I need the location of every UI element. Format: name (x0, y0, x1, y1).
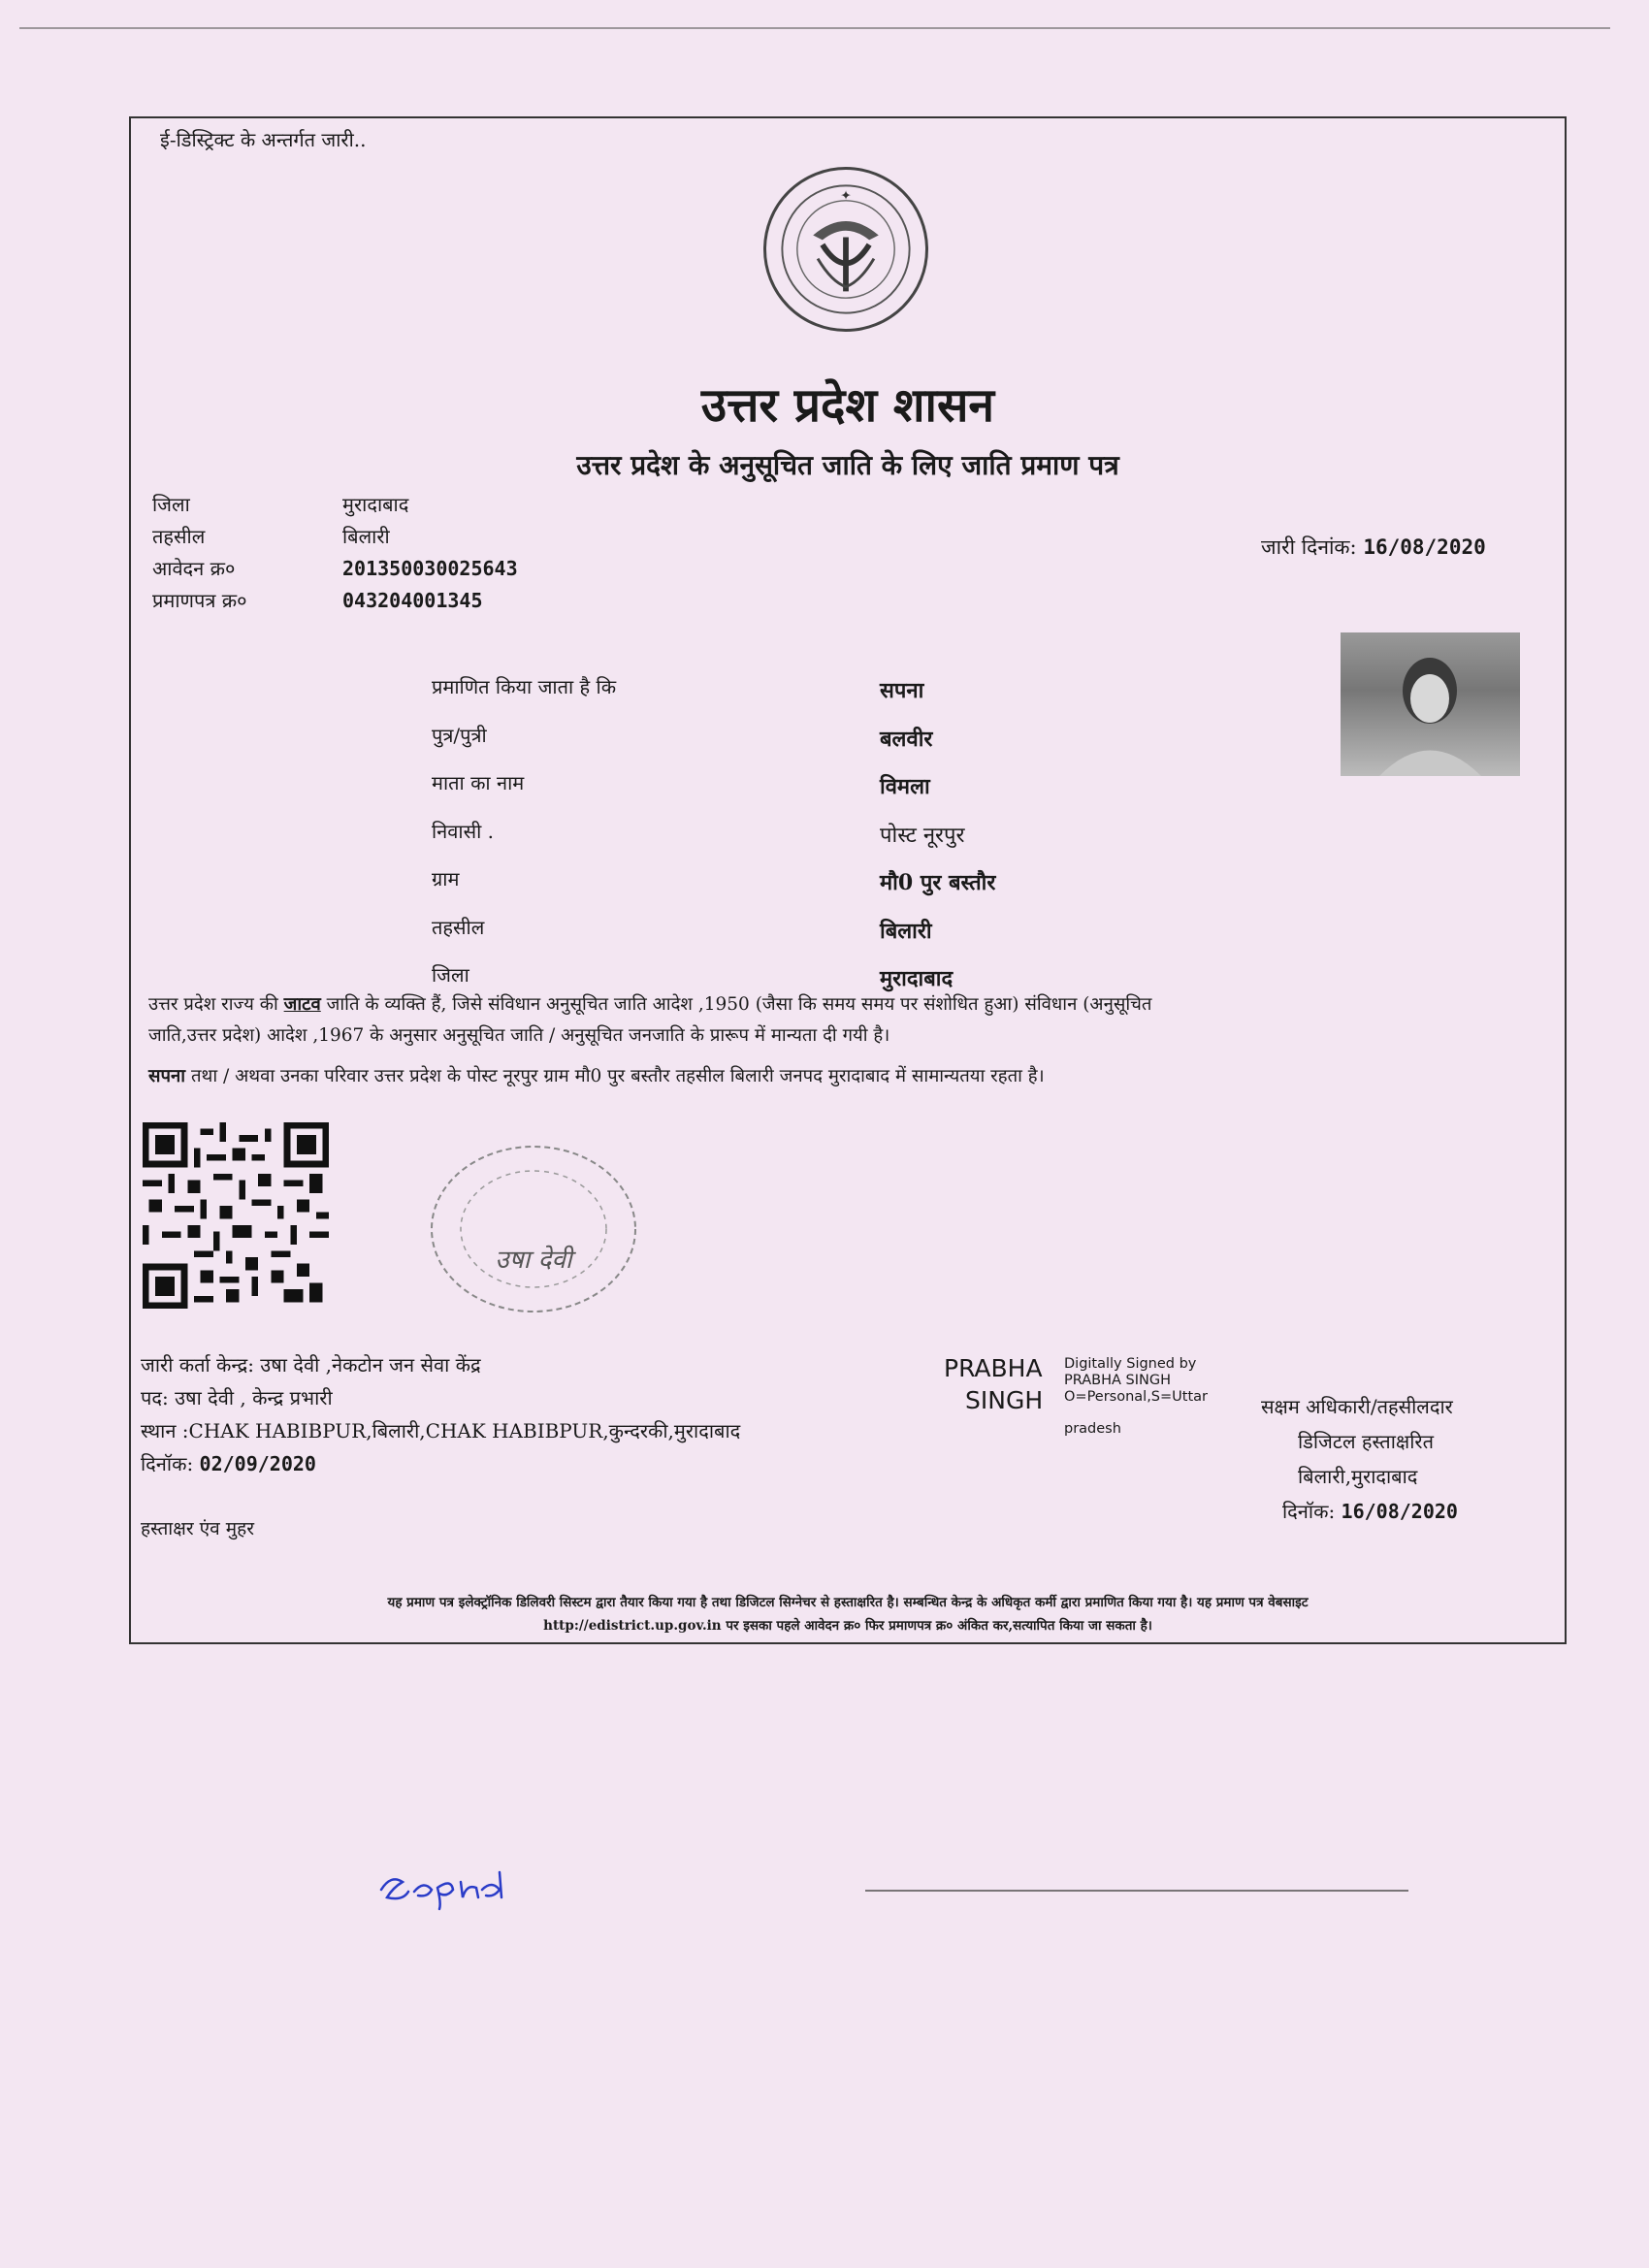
issuer-date-label: दिनॉक: (141, 1452, 194, 1475)
field-values (880, 667, 995, 1004)
caste-name: जाटव (283, 994, 321, 1015)
stamp-signature-text: उषा देवी (495, 1246, 572, 1275)
meta-labels (152, 489, 247, 617)
digital-sign-details: Digitally Signed by PRABHA SINGH O=Personal,S=Uttar pradesh (1064, 1356, 1208, 1437)
field-value-mother: विमला (880, 774, 930, 799)
authority-digital: डिजिटल हस्ताक्षरित (1298, 1430, 1434, 1453)
issue-date-label: जारी दिनांक: (1261, 535, 1357, 559)
certificate-subtitle: उत्तर प्रदेश के अनुसूचित जाति के लिए जाति प्रमाण पत्र (576, 449, 1119, 481)
header-note: ई-डिस्ट्रिक्ट के अन्तर्गत जारी.. (160, 128, 367, 151)
field-label-district: जिला (432, 963, 469, 987)
signature-line (865, 1890, 1408, 1892)
emblem-icon (766, 170, 925, 329)
meta-label-district: जिला (152, 493, 190, 516)
digital-sign-name: PRABHA SINGH (944, 1354, 1044, 1414)
authority-location: बिलारी,मुरादाबाद (1298, 1465, 1418, 1488)
field-value-father: बलवीर (880, 726, 933, 752)
meta-values (342, 489, 518, 617)
issue-date (1261, 534, 1486, 561)
field-value-resident: पोस्ट नूरपुर (880, 823, 965, 848)
verification-qr-code (143, 1122, 329, 1309)
residence-name: सपना (148, 1066, 186, 1086)
issue-date-value: 16/08/2020 (1363, 535, 1486, 559)
scan-top-line (19, 27, 1610, 29)
issuer-post: पद: उषा देवी , केन्द्र प्रभारी (141, 1386, 333, 1409)
caste-paragraph: उत्तर प्रदेश राज्य की जाटव जाति के व्यक्ति हैं, जिसे संविधान अनुसूचित जाति आदेश ,1950 (जैसा कि समय समय पर संशोधित हुआ) संविधान (अनुसूचित जाति,उत्तर प्रदेश) आदेश ,1967 के अनुसार अनुसूचित जाति / अनुसूचित जनजाति के प्रारूप में मान्यता दी गयी है। (148, 994, 1152, 1046)
applicant-photo (1341, 632, 1520, 776)
field-label-resident: निवासी . (432, 819, 494, 843)
field-label-village: ग्राम (432, 867, 460, 891)
meta-value-tehsil: बिलारी (342, 525, 390, 548)
meta-label-certificate-no: प्रमाणपत्र क्र० (152, 589, 247, 612)
field-label-son-daughter: पुत्र/पुत्री (432, 723, 487, 747)
footer-line-1: यह प्रमाण पत्र इलेक्ट्रॉनिक डिलिवरी सिस्टम द्वारा तैयार किया गया है तथा डिजिटल सिग्नेचर से हस्ताक्षरित है। सम्बन्धित केन्द्र के अधिकृत कर्मी द्वारा प्रमाणित किया गया है। यह प्रमाण पत्र वेबसाइट (387, 1595, 1309, 1610)
residence-paragraph: सपना तथा / अथवा उनका परिवार उत्तर प्रदेश के पोस्ट नूरपुर ग्राम मौ0 पुर बस्तौर तहसील बिलारी जनपद मुरादाबाद में सामान्यतया रहता है। (148, 1066, 1045, 1086)
authority-date-label: दिनॉक: (1282, 1500, 1336, 1523)
field-value-name: सपना (880, 678, 924, 703)
issuer-center: जारी कर्ता केन्द्र: उषा देवी ,नेकटोन जन सेवा केंद्र (141, 1353, 481, 1377)
meta-value-certificate-no: 043204001345 (342, 589, 483, 612)
sign-and-seal-label: हस्ताक्षर एंव मुहर (141, 1518, 254, 1539)
field-label-certified: प्रमाणित किया जाता है कि (432, 675, 617, 698)
meta-value-application-no: 201350030025643 (342, 557, 518, 580)
certificate (129, 116, 1567, 1644)
center-seal-stamp (403, 1137, 674, 1331)
field-label-mother: माता का नाम (432, 771, 525, 794)
authority-date: 16/08/2020 (1341, 1500, 1458, 1523)
field-labels (432, 664, 616, 1000)
authority-block (1261, 1389, 1458, 1529)
meta-label-application-no: आवेदन क्र० (152, 557, 236, 580)
field-value-district: मुरादाबाद (880, 966, 954, 991)
field-value-tehsil: बिलारी (880, 918, 932, 944)
field-value-village: मौ0 पुर बस्तौर (880, 870, 996, 895)
issuer-place: स्थान :CHAK HABIBPUR,बिलारी,CHAK HABIBPUR,कुन्दरकी,मुरादाबाद (141, 1419, 741, 1442)
meta-value-district: मुरादाबाद (342, 493, 409, 516)
meta-label-tehsil: तहसील (152, 525, 206, 548)
issuer-block (141, 1348, 740, 1480)
issuer-date: 02/09/2020 (199, 1452, 316, 1475)
authority-title: सक्षम अधिकारी/तहसीलदार (1261, 1395, 1453, 1418)
footer-line-2: http://edistrict.up.gov.in पर इसका पहले आवेदन क्र० फिर प्रमाणपत्र क्र० अंकित कर,सत्यापित किया जा सकता है। (543, 1618, 1152, 1634)
field-label-tehsil: तहसील (432, 915, 485, 939)
up-govt-emblem (763, 167, 928, 332)
certificate-title: उत्तर प्रदेश शासन (700, 378, 995, 433)
svg-text:✦: ✦ (840, 187, 852, 204)
handwritten-signature (373, 1853, 538, 1911)
